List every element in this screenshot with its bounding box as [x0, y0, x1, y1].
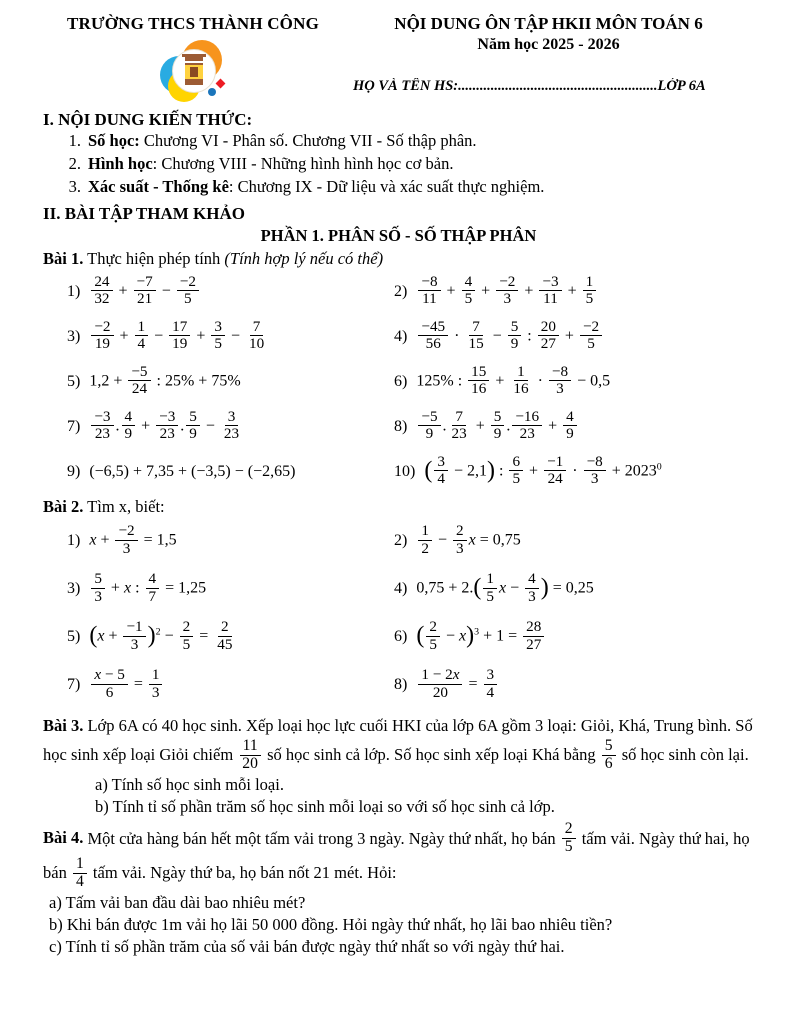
item-number: 2. — [68, 153, 81, 173]
exercise-item — [43, 661, 370, 709]
exercise-item — [370, 661, 754, 709]
exercise-expression: $\frac{-45}{56}$ · $\frac{7}{15}$ − $\frac{5}{9}$ : $\frac{20}{27}$ + $\frac{-2}{5}$ — [416, 320, 604, 354]
exercise-number: 9) — [67, 462, 81, 480]
exercise-item — [370, 449, 754, 494]
exercise-number: 3) — [67, 327, 81, 345]
exercise-number: 5) — [67, 372, 81, 390]
knowledge-item-3 — [43, 176, 754, 199]
exercise-item — [370, 359, 754, 404]
bai3-label: Bài 3. — [43, 716, 84, 736]
item-number: 3. — [68, 176, 81, 196]
exercise-number: 5) — [67, 628, 81, 646]
bai1-text: Thực hiện phép tính — [83, 249, 225, 269]
item-label: Hình học — [88, 153, 153, 173]
header-right — [343, 14, 754, 104]
exercise-item — [43, 314, 370, 359]
bai4-text: Một cửa hàng bán hết một tấm vải trong 3 ngày. Ngày thứ nhất, họ bán $\frac{2}{5}$ tấm vải. Ngày thứ hai, họ bán $\frac{1}{4}$ tấm vải. Ngày thứ ba, họ bán nốt 21 mét. Hỏi: — [43, 820, 750, 891]
knowledge-item-1 — [43, 130, 754, 153]
item-label: Xác suất - Thống kê — [88, 176, 229, 196]
exercise-item — [370, 404, 754, 449]
bai1-label: Bài 1. — [43, 249, 84, 269]
exercise-item — [370, 269, 754, 314]
exercise-expression: $\frac{1 - 2x}{20}$ = $\frac{3}{4}$ — [416, 668, 499, 702]
exercise-number: 10) — [394, 462, 416, 480]
bai2-exercise-grid — [43, 517, 754, 709]
bai2-heading — [43, 497, 754, 517]
exercise-expression: x + $\frac{-2}{3}$ = 1,5 — [89, 522, 177, 557]
exercise-item — [43, 449, 370, 494]
page-header — [43, 14, 754, 104]
exercise-number: 4) — [394, 327, 408, 345]
item-text: : Chương VIII - Những hình hình học cơ bản. — [152, 153, 454, 173]
item-number: 1. — [68, 131, 81, 150]
item-text: Chương VI - Phân số. Chương VII - Số thập phân. — [139, 131, 477, 150]
exercise-number: 8) — [394, 417, 408, 435]
logo-red-diamond — [216, 79, 226, 89]
exercise-number: 7) — [67, 676, 81, 694]
part-1-title: PHẦN 1. PHÂN SỐ - SỐ THẬP PHÂN — [260, 226, 537, 246]
exercise-item — [43, 404, 370, 449]
section-i-heading: I. NỘI DUNG KIẾN THỨC: — [43, 110, 253, 129]
bai3-paragraph — [43, 714, 754, 774]
exercise-expression: $\frac{-2}{19}$ + $\frac{1}{4}$ − $\frac{17}{19}$ + $\frac{3}{5}$ − $\frac{7}{10}$ — [89, 320, 269, 354]
exercise-expression: 1,2 + $\frac{-5}{24}$ : 25% + 75% — [89, 362, 241, 398]
exercise-expression: $\frac{-3}{23}$ . $\frac{4}{9}$ + $\frac{-3}{23}$ . $\frac{5}{9}$ − $\frac{3}{23}$ — [89, 410, 244, 444]
bai1-note: (Tính hợp lý nếu có thể) — [224, 249, 384, 269]
bai4-label: Bài 4. — [43, 828, 84, 848]
exercise-number: 2) — [394, 282, 408, 300]
item-label: Số học: — [88, 131, 140, 150]
bai3-question-b: b) Tính tỉ số phần trăm số học sinh mỗi loại so với số học sinh cả lớp. — [95, 796, 555, 816]
exercise-expression: $\frac{5}{3}$ + x : $\frac{4}{7}$ = 1,25 — [89, 572, 206, 606]
logo-blue-dot — [208, 88, 216, 96]
bai4-question-a: a) Tấm vải ban đầu dài bao nhiêu mét? — [49, 893, 306, 913]
exercise-expression: ( $\frac{2}{5}$ − x)$^3$ + 1 = $\frac{28}{27}$ — [416, 620, 546, 654]
bai1-heading — [43, 249, 754, 269]
exercise-number: 6) — [394, 628, 408, 646]
exercise-item — [43, 269, 370, 314]
school-name: TRƯỜNG THCS THÀNH CÔNG — [66, 14, 320, 33]
bai3-question-a: a) Tính số học sinh mỗi loại. — [95, 774, 284, 794]
exercise-expression: $\frac{-5}{9}$ . $\frac{7}{23}$ + $\frac{5}{9}$ . $\frac{-16}{23}$ + $\frac{4}{9}$ — [416, 410, 578, 444]
exercise-expression: (−6,5) + 7,35 + (−3,5) − (−2,65) — [89, 462, 296, 480]
exercise-number: 1) — [67, 532, 81, 550]
exercise-number: 4) — [394, 580, 408, 598]
exercise-number: 3) — [67, 580, 81, 598]
exercise-expression: $\frac{1}{2}$ − $\frac{2}{3}$ x = 0,75 — [416, 524, 520, 558]
exercise-number: 2) — [394, 532, 408, 550]
header-left — [43, 14, 343, 104]
exercise-item — [43, 517, 370, 565]
exercise-item — [43, 613, 370, 661]
bai4-question-b: b) Khi bán được 1m vải họ lãi 50 000 đồng. Hỏi ngày thứ nhất, họ lãi bao nhiêu tiền? — [49, 914, 613, 934]
exercise-number: 6) — [394, 372, 408, 390]
bai3-text: Lớp 6A có 40 học sinh. Xếp loại học lực cuối HKI của lớp 6A gồm 3 loại: Giỏi, Khá, Trung bình. Số học sinh xếp loại Giỏi chiếm $\frac{11}{20}$ số học sinh cả lớp. Số học sinh xếp loại Khá bằng $\frac{5}{6}$ số học sinh còn lại. — [43, 716, 753, 772]
exercise-expression: 125% : $\frac{15}{16}$ + $\frac{1}{16}$ · $\frac{-8}{3}$ − 0,5 — [416, 362, 611, 398]
exercise-item — [370, 314, 754, 359]
exercise-expression: $\frac{24}{32}$ + $\frac{-7}{21}$ − $\frac{-2}{5}$ — [89, 275, 201, 309]
exercise-item — [370, 565, 754, 613]
exercise-number: 1) — [67, 282, 81, 300]
student-name-line: HỌ VÀ TÊN HS:.......................................................LỚP 6A — [353, 78, 706, 94]
bai4-paragraph — [43, 822, 754, 892]
exercise-expression: $\frac{-8}{11}$ + $\frac{4}{5}$ + $\frac{-2}{3}$ + $\frac{-3}{11}$ + $\frac{1}{5}$ — [416, 275, 598, 309]
exercise-number: 8) — [394, 676, 408, 694]
section-ii-heading: II. BÀI TẬP THAM KHẢO — [43, 204, 245, 224]
knowledge-item-2 — [43, 153, 754, 176]
exercise-item — [43, 565, 370, 613]
document-title: NỘI DUNG ÔN TẬP HKII MÔN TOÁN 6 — [394, 14, 703, 33]
item-text: : Chương IX - Dữ liệu và xác suất thực nghiệm. — [228, 176, 545, 196]
bai4-question-c: c) Tính tỉ số phần trăm của số vải bán được ngày thứ nhất so với ngày thứ hai. — [49, 936, 565, 956]
exercise-expression: 0,75 + 2.( $\frac{1}{5}$ x − $\frac{4}{3}$ ) = 0,25 — [416, 570, 594, 605]
school-logo — [160, 40, 226, 104]
exercise-expression: ( $\frac{3}{4}$ − 2,1) : $\frac{6}{5}$ + $\frac{-1}{24}$ · $\frac{-8}{3}$ + $2023^0$ — [424, 452, 662, 488]
exercise-item — [370, 517, 754, 565]
exercise-item — [370, 613, 754, 661]
exercise-expression: $\frac{x - 5}{6}$ = $\frac{1}{3}$ — [89, 668, 164, 702]
exercise-item — [43, 359, 370, 404]
logo-pavilion-icon — [185, 57, 203, 85]
exercise-number: 7) — [67, 417, 81, 435]
exercise-expression: (x + $\frac{-1}{3}$ )$^2$ − $\frac{2}{5}$ = $\frac{2}{45}$ — [89, 618, 233, 653]
bai2-label: Bài 2. — [43, 497, 84, 517]
school-year: Năm học 2025 - 2026 — [477, 36, 620, 53]
bai2-text: Tìm x, biết: — [83, 497, 165, 517]
bai1-exercise-grid — [43, 269, 754, 494]
